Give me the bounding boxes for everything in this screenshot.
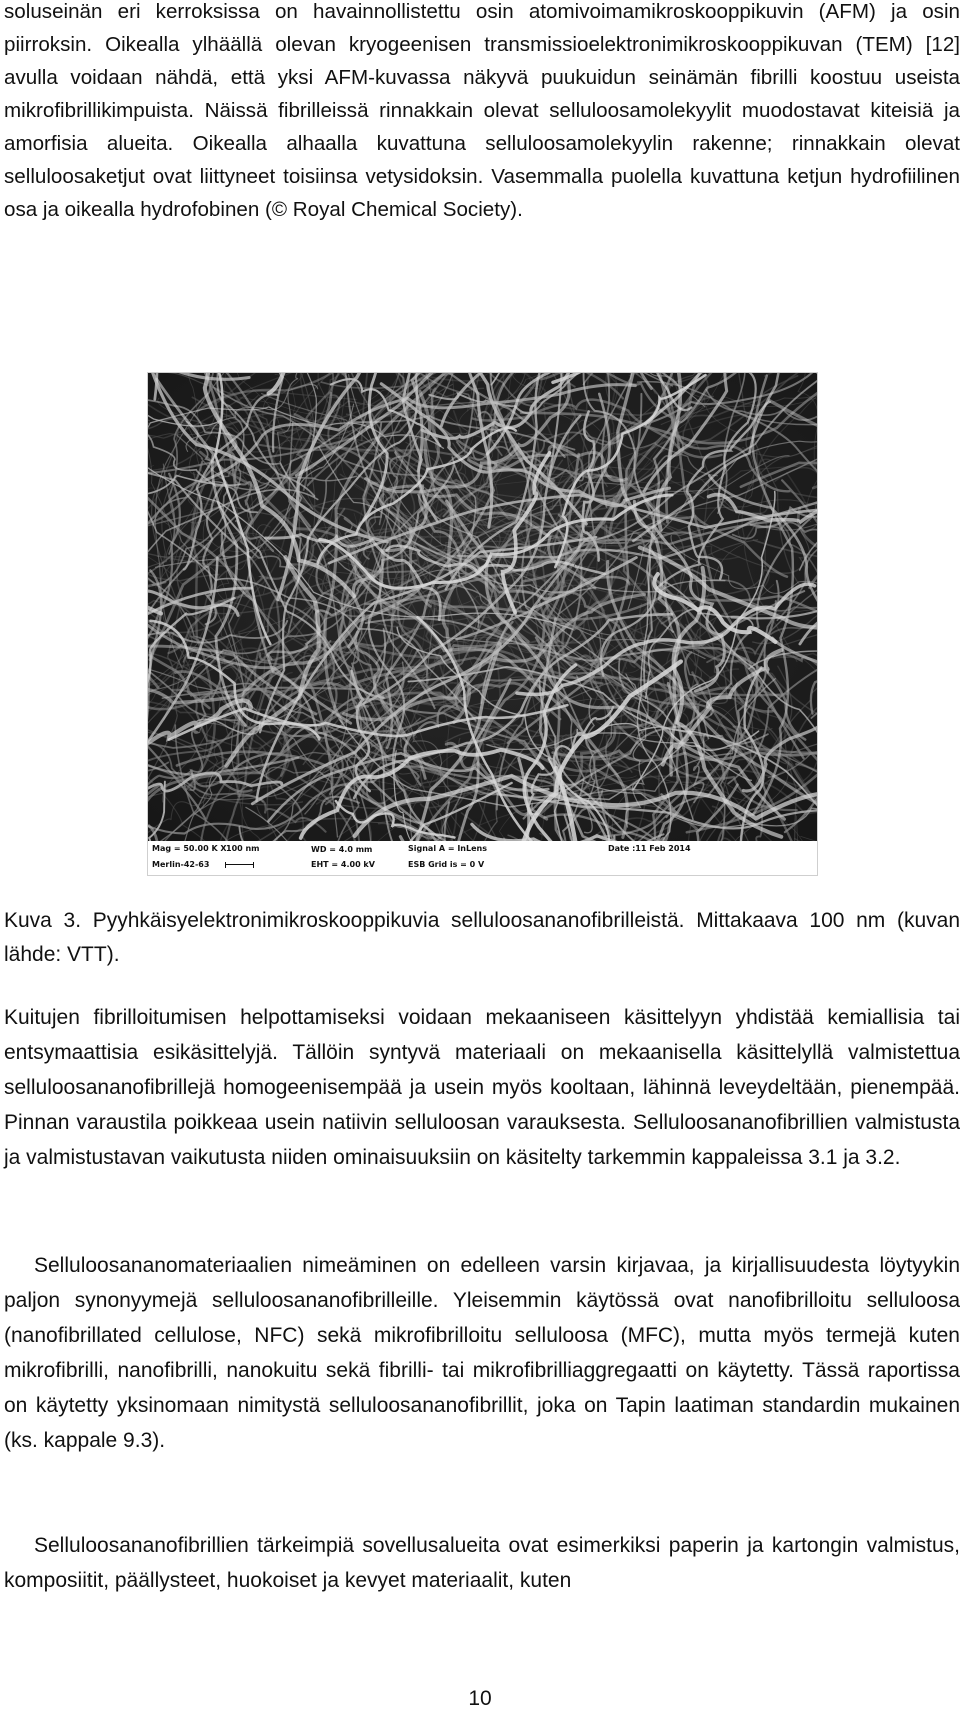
body-paragraph-1: Kuitujen fibrilloitumisen helpottamiseksi voidaan mekaaniseen käsittelyyn yhdistää kemiallisia tai entsymaattisia esikäsittelyjä. Tällöin syntyvä materiaali on mekaanisella käsittelyllä valmistettua selluloosananofibrillejä homogeenisempää ja usein myös kooltaan, lähinnä leveydeltään, pienempää. Pinnan varaustila poikkeaa usein natiivin selluloosan varauksesta. Selluloosananofibrillien valmistusta ja valmistustavan vaikutusta niiden ominaisuuksiin on käsitelty tarkemmin kappaleissa 3.1 ja 3.2. — [4, 1006, 960, 1169]
instrument-label: Merlin-42-63 — [152, 860, 210, 869]
sem-data-bar — [148, 841, 817, 875]
intro-paragraph: soluseinän eri kerroksissa on havainnollistettu osin atomivoimamikroskooppikuvin (AFM) ja osin piirroksin. Oikealla ylhäällä olevan kryogeenisen transmissioelektronimikroskooppikuvan (TEM) [12] avulla voidaan nähdä, että yksi AFM-kuvassa näkyvä puukuidun seinämän fibrilli koostuu useista mikrofibrillikimpuista. Näissä fibrilleissä rinnakkain olevat selluloosamolekyylit muodostavat kiteisiä ja amorfisia alueita. Oikealla alhaalla kuvattuna selluloosamolekyylin rakenne; rinnakkain olevat selluloosaketjut ovat liittyneet toisiinsa vetysidoksin. Vasemmalla puolella kuvattuna ketjun hydrofiilinen osa ja oikealla hydrofobinen (© Royal Chemical Society). — [4, 0, 960, 221]
working-distance-label: WD = 4.0 mm — [311, 845, 373, 854]
signal-label: Signal A = InLens — [408, 844, 487, 853]
sem-figure — [147, 372, 818, 876]
body-paragraph-2: Selluloosananomateriaalien nimeäminen on edelleen varsin kirjavaa, ja kirjallisuudesta löytyykin paljon synonyymejä selluloosananofibrilleille. Yleisemmin käytössä ovat nanofibrilloitu selluloosa (nanofibrillated cellulose, NFC) sekä mikrofibrilloitu selluloosa (MFC), mutta myös termejä kuten mikrofibrilli, nanofibrilli, nanokuitu sekä fibrilli- tai mikrofibrilliaggregaatti on käytetty. Tässä raportissa on käytetty yksinomaan nimitystä selluloosananofibrillit, joka on Tapin laatiman standardin mukainen (ks. kappale 9.3). — [4, 1254, 960, 1452]
eht-label: EHT = 4.00 kV — [311, 860, 375, 869]
esb-grid-label: ESB Grid is = 0 V — [408, 860, 485, 869]
magnification-label: Mag = 50.00 K X — [152, 844, 227, 853]
date-label: Date :11 Feb 2014 — [608, 844, 691, 853]
body-paragraph-3: Selluloosananofibrillien tärkeimpiä sovellusalueita ovat esimerkiksi paperin ja kartongin valmistus, komposiitit, päällysteet, huokoiset ja kevyet materiaalit, kuten — [4, 1534, 960, 1592]
sem-micrograph — [148, 373, 817, 841]
scale-bar — [225, 862, 254, 868]
page-number: 10 — [468, 1687, 492, 1710]
figure-caption: Kuva 3. Pyyhkäisyelektronimikroskooppikuvia selluloosananofibrilleistä. Mittakaava 100 nm (kuvan lähde: VTT). — [4, 909, 960, 966]
scale-label: 100 nm — [226, 844, 260, 853]
